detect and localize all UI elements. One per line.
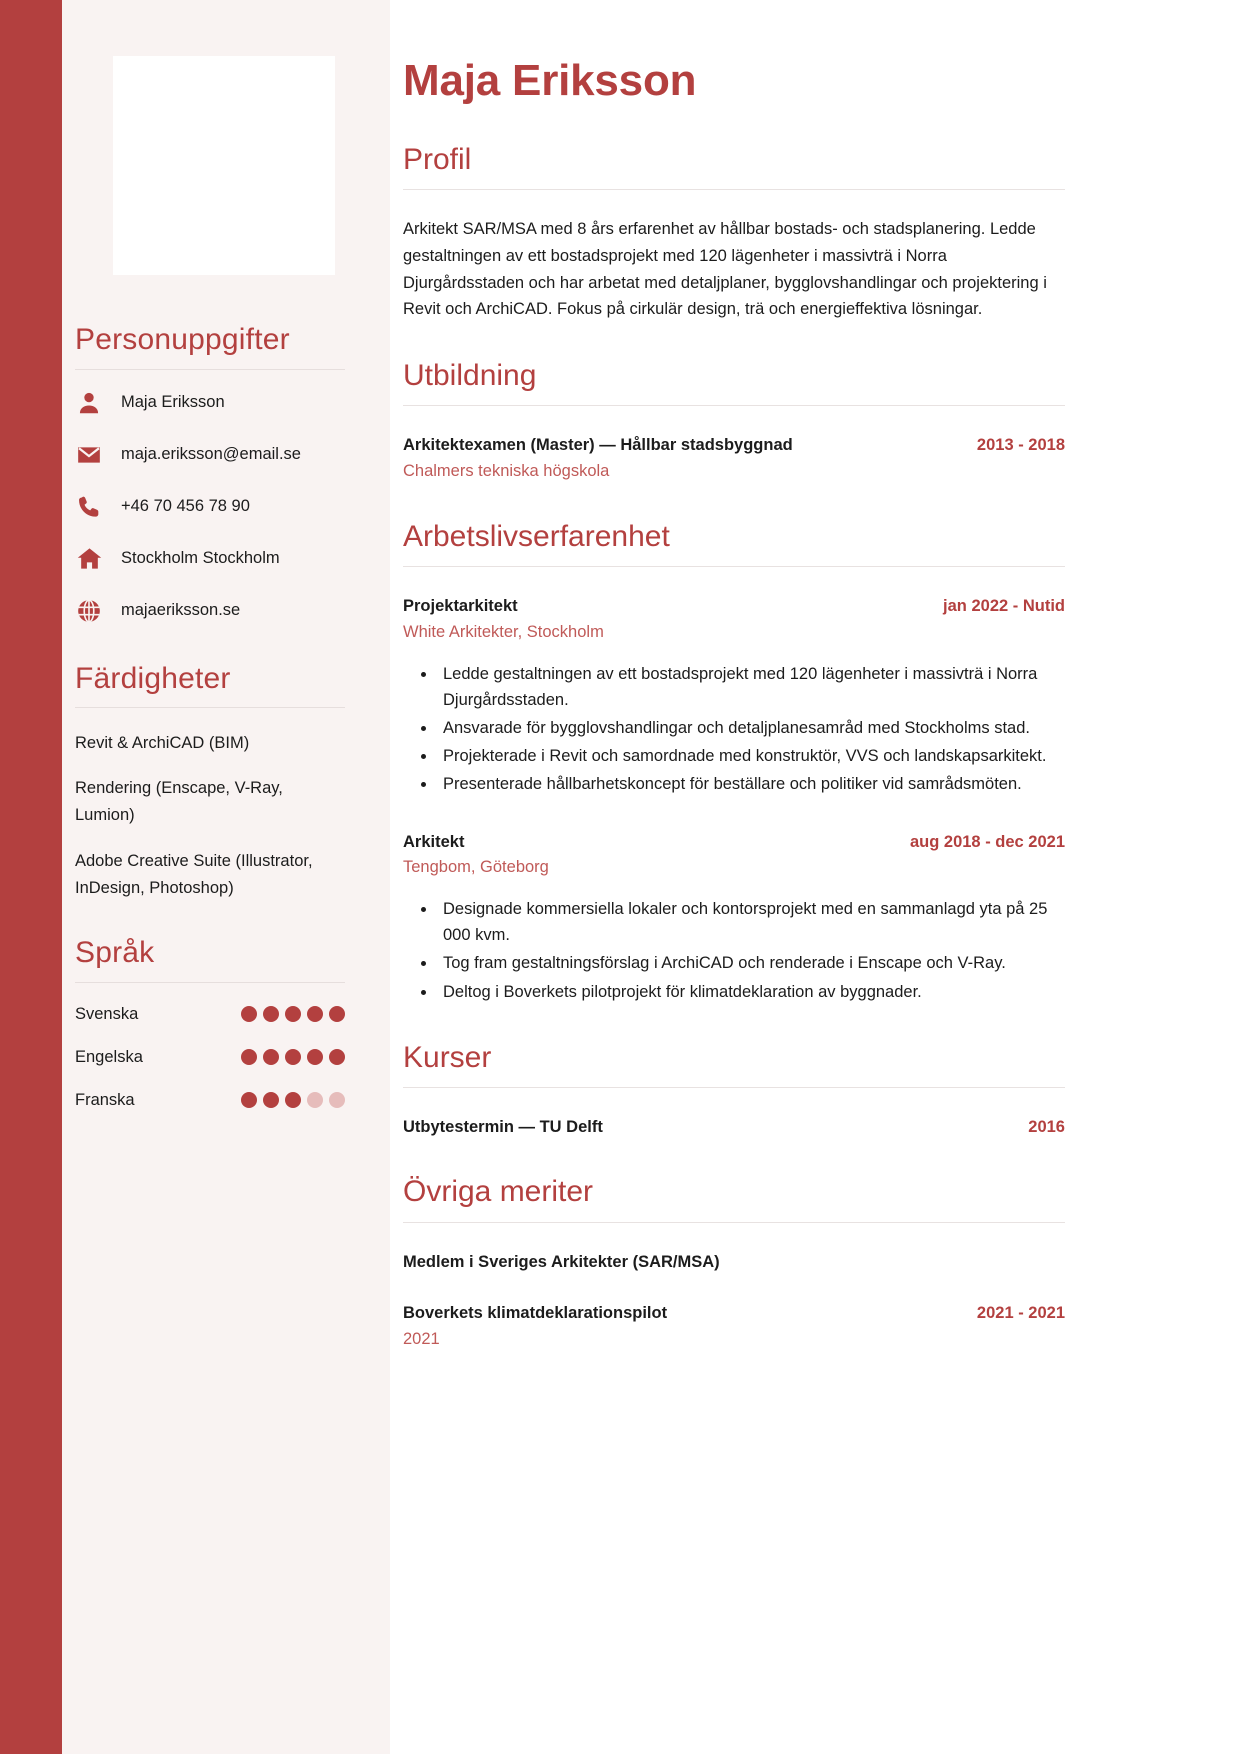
education-section — [403, 357, 1065, 484]
language-name: Franska — [75, 1090, 135, 1109]
level-dot-filled — [241, 1006, 257, 1022]
contact-item-phone[interactable] — [75, 492, 345, 522]
course-entry — [403, 1116, 1065, 1139]
level-dot-filled — [329, 1006, 345, 1022]
level-dot-filled — [241, 1049, 257, 1065]
profile-heading: Profil — [403, 142, 472, 176]
level-dot-filled — [263, 1092, 279, 1108]
entry-header — [403, 1116, 1065, 1139]
home-icon — [75, 545, 103, 572]
bullet-item: • Projekterade i Revit och samordnade med konstruktör, VVS och landskapsarkitekt. — [437, 743, 1065, 769]
personal-details-section — [62, 321, 390, 626]
entry-subtitle: Chalmers tekniska högskola — [403, 461, 610, 480]
entry-date: 2013 - 2018 — [976, 436, 1065, 455]
entry-title: Arkitektexamen (Master) — Hållbar stadsbyggnad — [403, 436, 793, 455]
entry-date: aug 2018 - dec 2021 — [909, 832, 1065, 851]
entry-title: Boverkets klimatdeklarationspilot — [403, 1304, 668, 1323]
merit-entry — [403, 1302, 1065, 1351]
bullet-item: • Presenterade hållbarhetskoncept för beställare och politiker vid samrådsmöten. — [437, 771, 1065, 797]
entry-header — [403, 831, 1065, 854]
level-dot-filled — [329, 1049, 345, 1065]
other-merits-heading: Övriga meriter — [403, 1175, 594, 1209]
education-entry — [403, 434, 1065, 483]
language-item — [75, 1005, 345, 1024]
phone-icon — [75, 494, 103, 520]
experience-entry — [403, 831, 1065, 1005]
entry-date: 2016 — [1028, 1118, 1065, 1137]
entry-title: Arkitekt — [403, 832, 465, 851]
skill-item: Rendering (Enscape, V-Ray, Lumion) — [75, 779, 283, 825]
languages-heading: Språk — [75, 936, 155, 970]
profile-text: Arkitekt SAR/MSA med 8 års erfarenhet av hållbar bostads- och stadsplanering. Ledde gestaltningen av ett bostadsprojekt med 120 lägenheter i massivträ i Norra Djurgårdsstaden och har arbetat med detaljplaner, bygglovshandlingar och projektering i Revit och ArchiCAD. Fokus på cirkulär design, trä och energieffektiva lösningar. — [403, 220, 1047, 319]
contact-value: +46 70 456 78 90 — [121, 496, 250, 515]
language-level-dots — [241, 1049, 345, 1065]
entry-header — [403, 1251, 1065, 1274]
sidebar — [62, 0, 390, 1754]
experience-section — [403, 518, 1065, 1005]
entry-title: Medlem i Sveriges Arkitekter (SAR/MSA) — [403, 1252, 720, 1271]
entry-subtitle: 2021 — [403, 1329, 440, 1348]
skills-section — [62, 660, 390, 903]
bullet-item: • Ansvarade för bygglovshandlingar och detaljplanesamråd med Stockholms stad. — [437, 715, 1065, 741]
contact-item-name — [75, 388, 345, 418]
skill-item: Adobe Creative Suite (Illustrator, InDesign, Photoshop) — [75, 851, 313, 897]
skill-item: Revit & ArchiCAD (BIM) — [75, 734, 250, 752]
level-dot-filled — [263, 1049, 279, 1065]
languages-list — [75, 983, 345, 1110]
divider — [403, 1087, 1065, 1088]
entry-subtitle: Tengbom, Göteborg — [403, 858, 549, 877]
contact-item-website[interactable] — [75, 596, 345, 626]
contact-item-email[interactable] — [75, 440, 345, 470]
language-level-dots — [241, 1006, 345, 1022]
level-dot-filled — [285, 1006, 301, 1022]
education-heading: Utbildning — [403, 358, 537, 392]
entry-title: Utbytestermin — TU Delft — [403, 1118, 603, 1137]
contact-value: Stockholm Stockholm — [121, 548, 280, 567]
skills-list — [75, 708, 345, 902]
profile-photo — [113, 56, 335, 275]
level-dot-filled — [263, 1006, 279, 1022]
level-dot-filled — [307, 1049, 323, 1065]
level-dot-filled — [307, 1006, 323, 1022]
main-content — [390, 0, 1241, 1754]
bullet-item: • Designade kommersiella lokaler och kontorsprojekt med en sammanlagd yta på 25 000 kvm. — [437, 896, 1065, 948]
contact-value: majaeriksson.se — [121, 600, 241, 619]
entry-bullets — [403, 896, 1065, 1004]
courses-section — [403, 1039, 1065, 1140]
level-dot-empty — [329, 1092, 345, 1108]
divider — [403, 566, 1065, 567]
courses-heading: Kurser — [403, 1040, 492, 1074]
experience-heading: Arbetslivserfarenhet — [403, 519, 670, 553]
photo-container — [62, 0, 390, 275]
person-icon — [75, 390, 103, 416]
contact-value: Maja Eriksson — [121, 392, 225, 411]
page-title: Maja Eriksson — [403, 56, 697, 105]
language-item — [75, 1091, 345, 1110]
profile-section — [403, 141, 1065, 323]
bullet-item: • Tog fram gestaltningsförslag i ArchiCAD och renderade i Enscape och V-Ray. — [437, 950, 1065, 976]
divider — [403, 1222, 1065, 1223]
entry-bullets — [403, 661, 1065, 797]
language-name: Engelska — [75, 1047, 143, 1066]
merit-entry — [403, 1251, 1065, 1274]
email-icon — [75, 442, 103, 468]
level-dot-filled — [241, 1092, 257, 1108]
entry-date: jan 2022 - Nutid — [943, 597, 1065, 616]
entry-header — [403, 1302, 1065, 1325]
divider — [403, 405, 1065, 406]
other-merits-section — [403, 1173, 1065, 1351]
level-dot-filled — [285, 1092, 301, 1108]
language-item — [75, 1048, 345, 1067]
contact-value: maja.eriksson@email.se — [121, 444, 301, 463]
entry-date: 2021 - 2021 — [976, 1304, 1065, 1323]
language-level-dots — [241, 1092, 345, 1108]
skills-heading: Färdigheter — [75, 661, 231, 695]
level-dot-filled — [285, 1049, 301, 1065]
contact-list — [75, 370, 345, 626]
bullet-item: • Deltog i Boverkets pilotprojekt för klimatdeklaration av byggnader. — [437, 979, 1065, 1005]
entry-header — [403, 434, 1065, 457]
divider — [403, 189, 1065, 190]
experience-entry — [403, 595, 1065, 797]
language-name: Svenska — [75, 1004, 139, 1023]
entry-header — [403, 595, 1065, 618]
globe-icon — [75, 598, 103, 624]
accent-stripe — [0, 0, 62, 1754]
level-dot-empty — [307, 1092, 323, 1108]
entry-subtitle: White Arkitekter, Stockholm — [403, 622, 604, 641]
bullet-item: • Ledde gestaltningen av ett bostadsprojekt med 120 lägenheter i massivträ i Norra Djurgårdsstaden. — [437, 661, 1065, 713]
languages-section — [62, 934, 390, 1110]
entry-title: Projektarkitekt — [403, 597, 518, 616]
personal-details-heading: Personuppgifter — [75, 323, 290, 356]
contact-item-address — [75, 544, 345, 574]
